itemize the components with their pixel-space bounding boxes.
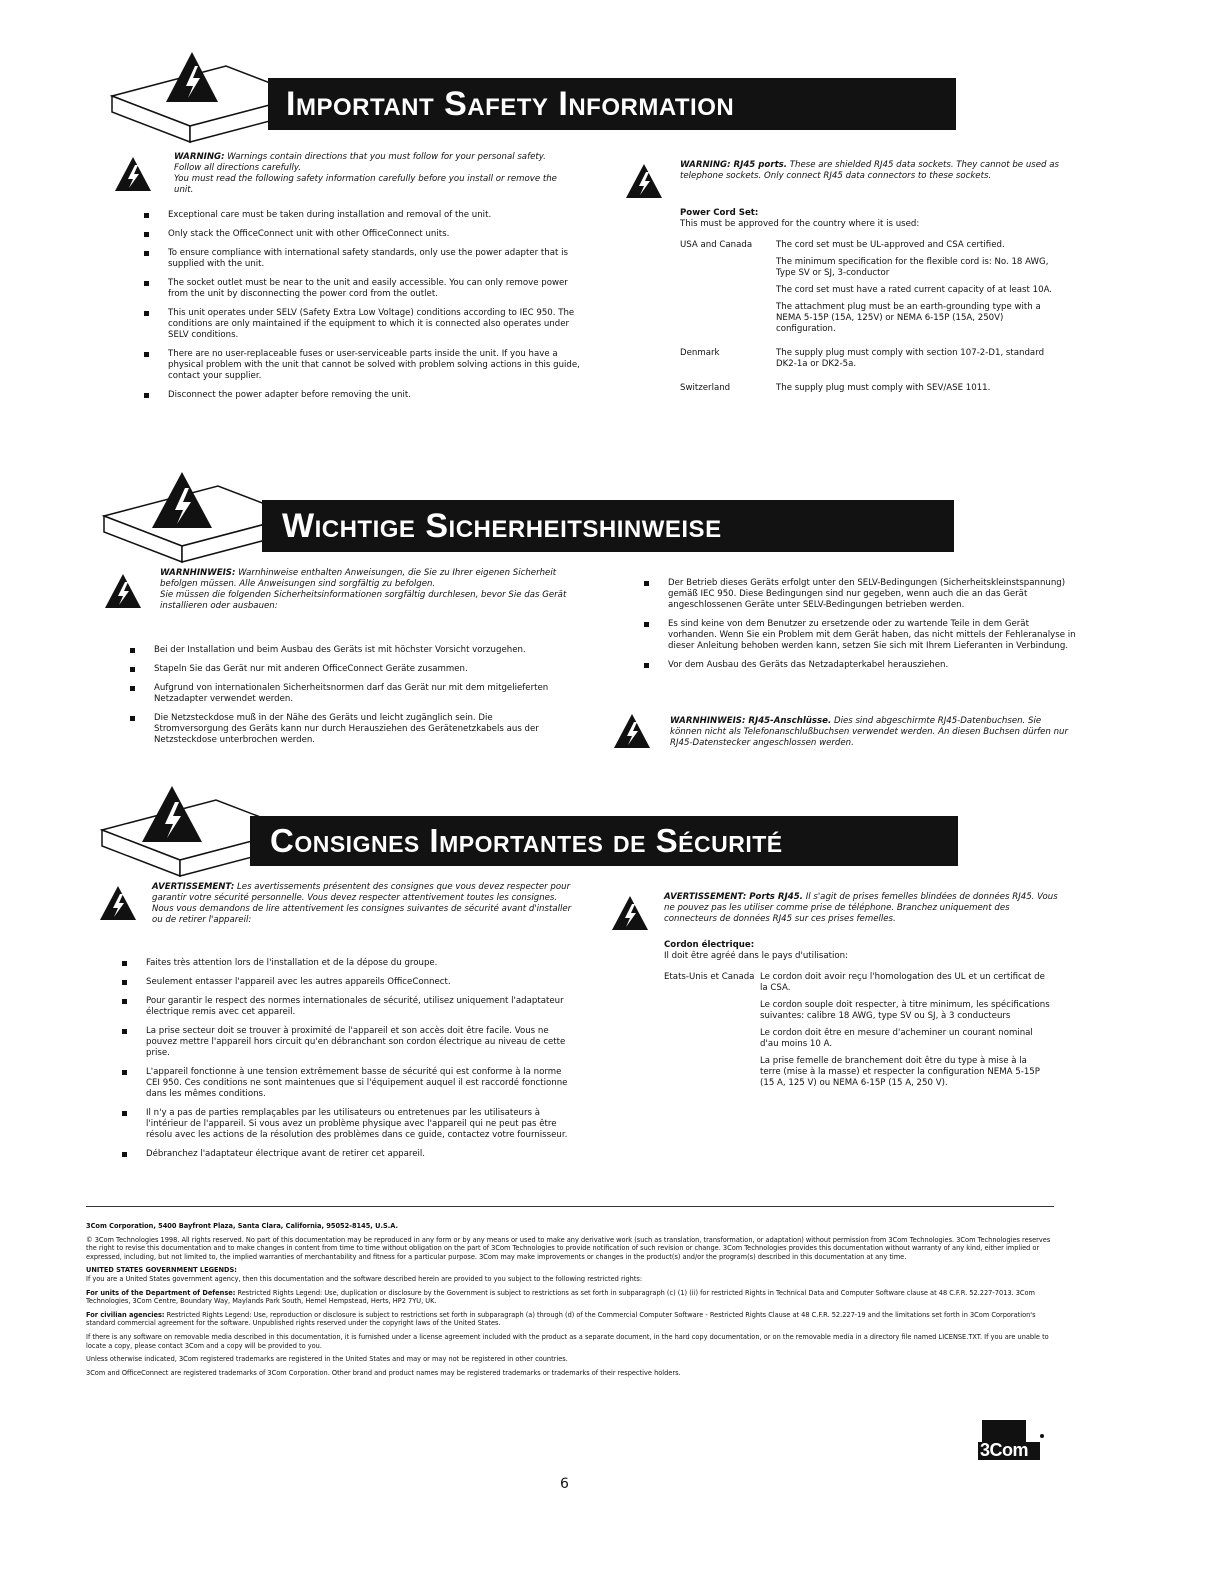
spec-line: Le cordon doit avoir reçu l'homologation des UL et un certificat de la CSA. — [760, 972, 1045, 993]
list-item: Aufgrund von internationalen Sicherheitsnormen darf das Gerät nur mit dem mitgelieferten Netzadapter verwendet werden. — [126, 683, 570, 705]
hazard-triangle-icon — [164, 50, 220, 106]
hazard-triangle-icon — [150, 470, 214, 534]
cord-heading: Cordon électrique: — [664, 940, 755, 950]
section-title: Important Safety Information — [286, 84, 735, 123]
rj45-warning-note — [680, 160, 1060, 182]
warning-note — [152, 882, 572, 926]
warning-note — [160, 568, 572, 612]
spec-line: La prise femelle de branchement doit être du type à mise à la terre (mise à la masse) et respecter la configuration NEMA 5-15P (15 A, 125 V) ou NEMA 6-15P (15 A, 250 V). — [760, 1056, 1040, 1088]
country-cell: USA and Canada — [680, 240, 753, 250]
spec-line: The cord set must be UL-approved and CSA certified. — [776, 240, 1005, 250]
list-item: There are no user-replaceable fuses or user-serviceable parts inside the unit. If you have a physical problem with the unit that cannot be solved with problem solving actions in this guide, contact your supplier. — [140, 349, 580, 382]
section-title-banner — [262, 500, 954, 552]
us-gov-text: If you are a United States government agency, then this documentation and the software described herein are provided to you subject to the following restricted rights: — [86, 1274, 643, 1283]
trademark-note: Unless otherwise indicated, 3Com registered trademarks are registered in the United States and may or may not be registered in other countries. — [86, 1355, 568, 1364]
spec-line: The minimum specification for the flexible cord is: No. 18 AWG, Type SV or SJ, 3-conductor — [776, 257, 1049, 278]
warning-label: WARNHINWEIS: — [160, 568, 236, 578]
logo-text: 3Com — [980, 1440, 1029, 1460]
warning-label: WARNHINWEIS: RJ45-Anschlüsse. — [670, 716, 832, 726]
list-item: To ensure compliance with international safety standards, only use the power adapter that is supplied with the unit. — [140, 248, 580, 270]
page-number: 6 — [560, 1476, 569, 1492]
section-title-banner — [268, 78, 956, 130]
country-cell: Denmark — [680, 348, 720, 358]
warning-text-2: Sie müssen die folgenden Sicherheitsinformationen sorgfältig durchlesen, bevor Sie das Gerät installieren oder ausbauen: — [160, 590, 567, 611]
list-item: Il n'y a pas de parties remplaçables par les utilisateurs ou entretenues par les utilisateurs à l'intérieur de l'appareil. Si vous avez un problème physique avec l'appareil qui ne peut pas être résolu avec les actions de la résolution des problèmes dans ce guide, contactez votre fournisseur. — [118, 1108, 570, 1141]
warning-triangle-icon — [103, 572, 143, 612]
legal-footer — [86, 1222, 1054, 1382]
copyright-text: © 3Com Technologies 1998. All rights reserved. No part of this documentation may be reproduced in any form or by any means or used to make any derivative work (such as translation, transformation, or adaptation) without permission from 3Com Technologies. 3Com Technologies reserves the right to revise this documentation and to make changes in content from time to time without obligation on the part of 3Com Technologies to provide notification of such revision or change. 3Com Technologies provides this documentation without warranty of any kind, either implied or expressed, including, but not limited to, the implied warranties of merchantability and fitness for a particular purpose. 3Com may make improvements or changes in the product(s) and/or the program(s) described in this documentation at any time. — [86, 1235, 1051, 1261]
spec-line: The supply plug must comply with section 107-2-D1, standard DK2-1a or DK2-5a. — [776, 348, 1045, 369]
civilian-text: Restricted Rights Legend: Use, reproduction or disclosure is subject to restrictions set forth in subparagraph (a) through (d) of the Commercial Computer Software - Restricted Rights Clause at 48 C.F.R. 52.227-19 and the limitations set forth in 3Com Corporation's standard commercial agreement for the software. Unpublished rights reserved under the copyright laws of the United States. — [86, 1310, 1036, 1328]
cord-intro: This must be approved for the country where it is used: — [680, 219, 920, 229]
list-item: Stapeln Sie das Gerät nur mit anderen OfficeConnect Geräte zusammen. — [126, 664, 570, 675]
country-cell: Etats-Unis et Canada — [664, 972, 755, 982]
spec-line: The cord set must have a rated current capacity of at least 10A. — [776, 285, 1053, 295]
power-cord-heading — [680, 208, 1060, 230]
list-item: Bei der Installation und beim Ausbau des Geräts ist mit höchster Vorsicht vorzugehen. — [126, 645, 570, 656]
civilian-legend — [86, 1311, 1054, 1328]
rj45-warning-note — [664, 892, 1064, 925]
dod-text: Restricted Rights Legend: Use, duplication or disclosure by the Government is subject to restrictions as set forth in subparagraph (c) (1) (ii) for restricted Rights in Technical Data and Computer Software clause at 48 C.F.R. 52.227-7013. 3Com Technologies, 3Com Centre, Boundary Way, Maylands Park South, Hemel Hempstead, Herts, HP2 7YU, UK. — [86, 1288, 1035, 1306]
list-item: Exceptional care must be taken during installation and removal of the unit. — [140, 210, 580, 221]
warning-note — [174, 152, 574, 196]
table-row — [664, 972, 1050, 1095]
warning-label: AVERTISSEMENT: — [152, 882, 235, 892]
list-item: Disconnect the power adapter before removing the unit. — [140, 390, 580, 401]
warning-triangle-icon — [113, 155, 153, 195]
warning-triangle-icon — [612, 712, 652, 752]
company-logo — [978, 1420, 1044, 1460]
warning-text: Warnings contain directions that you must follow for your personal safety. Follow all directions carefully. — [174, 152, 546, 173]
spec-line: The attachment plug must be an earth-grounding type with a NEMA 5-15P (15A, 125V) or NEMA 6-15P (15A, 250V) configuration. — [776, 302, 1041, 334]
section-title: Wichtige Sicherheitshinweise — [282, 506, 722, 545]
dod-label: For units of the Department of Defense: — [86, 1288, 236, 1297]
safety-bullet-list — [140, 210, 580, 409]
dod-legend — [86, 1289, 1054, 1306]
brand-note: 3Com and OfficeConnect are registered trademarks of 3Com Corporation. Other brand and product names may be registered trademarks or trademarks of their respective holders. — [86, 1368, 681, 1377]
spec-cell — [776, 240, 1056, 341]
list-item: Débranchez l'adaptateur électrique avant de retirer cet appareil. — [118, 1149, 570, 1160]
list-item: Pour garantir le respect des normes internationales de sécurité, utilisez uniquement l'adaptateur électrique remis avec cet appareil. — [118, 996, 570, 1018]
list-item: The socket outlet must be near to the unit and easily accessible. You can only remove power from the unit by disconnecting the power cord from the outlet. — [140, 278, 580, 300]
list-item: La prise secteur doit se trouver à proximité de l'appareil et son accès doit être facile. Vous ne pouvez mettre l'appareil hors circuit qu'en débranchant son cordon électrique au niveau de cette prise. — [118, 1026, 570, 1059]
civilian-label: For civilian agencies: — [86, 1310, 165, 1319]
list-item: Vor dem Ausbau des Geräts das Netzadapterkabel herausziehen. — [640, 660, 1080, 671]
warning-label: AVERTISSEMENT: Ports RJ45. — [664, 892, 803, 902]
license-note: If there is any software on removable media described in this documentation, it is furnished under a license agreement included with the product as a separate document, in the hard copy documentation, or on the removable media in a directory file named LICENSE.TXT. If you are unable to locate a copy, please contact 3Com and a copy will be provided to you. — [86, 1332, 1049, 1350]
spec-cell — [776, 348, 1056, 376]
power-cord-table — [664, 972, 1050, 1102]
country-cell: Switzerland — [680, 383, 731, 393]
warning-text: Warnhinweise enthalten Anweisungen, die Sie zu Ihrer eigenen Sicherheit befolgen müssen. Alle Anweisungen sind sorgfältig zu befolgen. — [160, 568, 557, 589]
spec-cell — [760, 972, 1050, 1095]
table-row — [680, 383, 1056, 400]
list-item: Seulement entasser l'appareil avec les autres appareils OfficeConnect. — [118, 977, 570, 988]
warning-triangle-icon — [610, 894, 650, 934]
rj45-warning-note — [670, 716, 1070, 749]
list-item: L'appareil fonctionne à une tension extrêmement basse de sécurité qui est conforme à la norme CEI 950. Ces conditions ne sont maintenues que si l'équipement auquel il est raccordé fonctionne dans les mêmes conditions. — [118, 1067, 570, 1100]
warning-triangle-icon — [624, 162, 664, 202]
list-item: This unit operates under SELV (Safety Extra Low Voltage) conditions according to IEC 950. The conditions are only maintained if the equipment to which it is connected also operates under SELV conditions. — [140, 308, 580, 341]
cord-heading: Power Cord Set: — [680, 208, 759, 218]
cord-intro: Il doit être agréé dans le pays d'utilisation: — [664, 951, 848, 961]
company-address: 3Com Corporation, 5400 Bayfront Plaza, Santa Clara, California, 95052-8145, U.S.A. — [86, 1222, 398, 1230]
warning-text-2: You must read the following safety information carefully before you install or remove the unit. — [174, 174, 557, 195]
warning-text: Les avertissements présentent des consignes que vous devez respecter pour garantir votre sécurité personnelle. Vous devez respecter attentivement toutes les consignes. — [152, 882, 571, 903]
list-item: Faites très attention lors de l'installation et de la dépose du groupe. — [118, 958, 570, 969]
power-cord-heading — [664, 940, 1064, 962]
warning-triangle-icon — [98, 884, 138, 924]
list-item: Die Netzsteckdose muß in der Nähe des Geräts und leicht zugänglich sein. Die Stromversorgung des Geräts kann nur durch Herausziehen des Gerätenetzkabels aus der Netzsteckdose unterbrochen werden. — [126, 713, 570, 746]
safety-bullet-list — [126, 645, 570, 754]
warning-text: These are shielded RJ45 data sockets. They cannot be used as telephone sockets. Only connect RJ45 data connectors to these sockets. — [680, 160, 1059, 181]
spec-line: Le cordon souple doit respecter, à titre minimum, les spécifications suivantes: calibre 18 AWG, type SV ou SJ, à 3 conducteurs — [760, 1000, 1050, 1021]
list-item: Der Betrieb dieses Geräts erfolgt unter den SELV-Bedingungen (Sicherheitskleinstspannung) gemäß IEC 950. Diese Bedingungen sind nur gegeben, wenn auch die an das Gerät angeschlossenen Geräte unter SELV-Bedingungen betrieben werden. — [640, 578, 1080, 611]
footer-divider — [86, 1206, 1054, 1207]
section-title: Consignes Importantes de Sécurité — [270, 822, 783, 859]
safety-bullet-list — [118, 958, 570, 1168]
table-row — [680, 240, 1056, 341]
warning-text: Il s'agit de prises femelles blindées de données RJ45. Vous ne pouvez pas les utiliser comme prise de téléphone. Branchez uniquement des connecteurs de données RJ45 sur ces prises femelles. — [664, 892, 1058, 924]
spec-line: Le cordon doit être en mesure d'acheminer un courant nominal d'au moins 10 A. — [760, 1028, 1033, 1049]
list-item: Only stack the OfficeConnect unit with other OfficeConnect units. — [140, 229, 580, 240]
spec-line: The supply plug must comply with SEV/ASE 1011. — [776, 383, 991, 393]
warning-label: WARNING: — [174, 152, 225, 162]
table-row — [680, 348, 1056, 376]
us-gov-legend — [86, 1266, 1054, 1283]
list-item: Es sind keine von dem Benutzer zu ersetzende oder zu wartende Teile in dem Gerät vorhanden. Wenn Sie ein Problem mit dem Gerät haben, das nicht mittels der Fehleranalyse in dieser Anleitung behoben werden kann, setzen Sie sich mit Ihrem Lieferanten in Verbindung. — [640, 619, 1080, 652]
warning-label: WARNING: RJ45 ports. — [680, 160, 788, 170]
hazard-triangle-icon — [140, 784, 204, 848]
warning-text-2: Nous vous demandons de lire attentivement les consignes suivantes de sécurité avant d'installer ou de retirer l'appareil: — [152, 904, 572, 925]
safety-bullet-list — [640, 578, 1080, 679]
spec-cell — [776, 383, 1056, 400]
power-cord-table — [680, 240, 1056, 407]
warning-text: Dies sind abgeschirmte RJ45-Datenbuchsen. Sie können nicht als Telefonanschlußbuchsen verwendet werden. An diesen Buchsen dürfen nur RJ45-Datenstecker angeschlossen werden. — [670, 716, 1069, 748]
us-gov-heading: UNITED STATES GOVERNMENT LEGENDS: — [86, 1266, 237, 1275]
section-title-banner — [250, 816, 958, 866]
